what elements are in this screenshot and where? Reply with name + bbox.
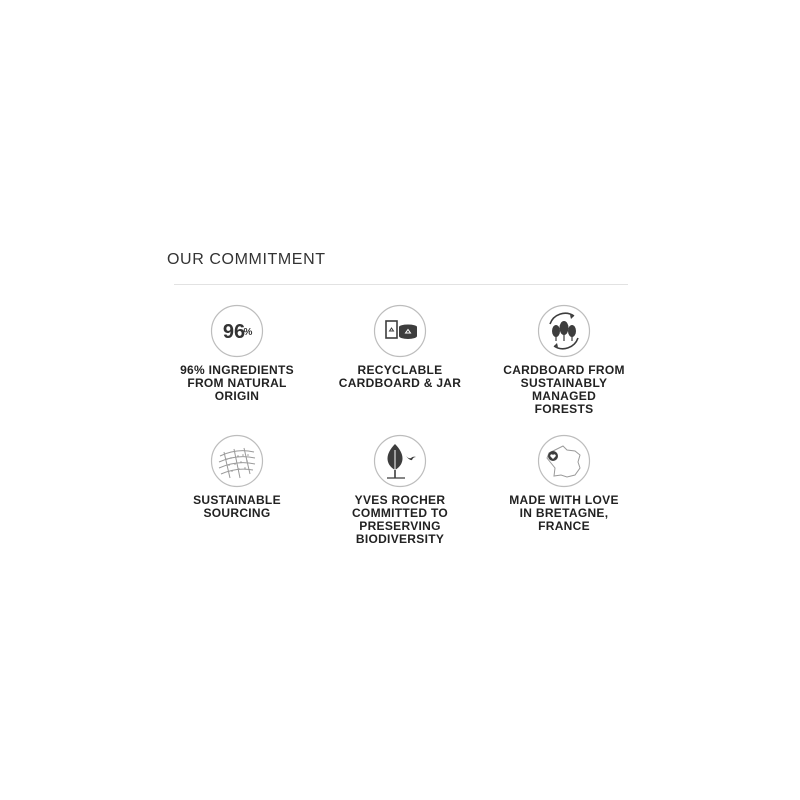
field-sourcing-icon [210, 434, 264, 488]
commitment-item-made-in-france [494, 434, 634, 533]
commitment-label: RECYCLABLE CARDBOARD & JAR [338, 363, 462, 390]
commitment-item-sustainable-forests [494, 304, 634, 416]
commitment-label: MADE WITH LOVE IN BRETAGNE, FRANCE [509, 493, 619, 533]
section-title: OUR COMMITMENT [167, 251, 326, 268]
forest-cycle-icon [537, 304, 591, 358]
section-divider [174, 284, 628, 285]
france-map-heart-icon [537, 434, 591, 488]
commitment-item-biodiversity [330, 434, 470, 546]
commitment-label: 96% INGREDIENTS FROM NATURAL ORIGIN [180, 363, 294, 403]
commitment-label: YVES ROCHER COMMITTED TO PRESERVING BIODIVERSITY [351, 493, 449, 546]
recycle-box-jar-icon [373, 304, 427, 358]
svg-text:%: % [243, 327, 253, 338]
percent-96-icon [210, 304, 264, 358]
commitment-item-recyclable [330, 304, 470, 390]
commitment-item-natural-origin [167, 304, 307, 403]
leaf-bird-icon [373, 434, 427, 488]
commitment-label: SUSTAINABLE SOURCING [193, 493, 281, 520]
commitment-item-sustainable-sourcing [167, 434, 307, 520]
commitment-label: CARDBOARD FROM SUSTAINABLY MANAGED FORESTS [503, 363, 625, 416]
svg-text:96: 96 [222, 321, 246, 343]
